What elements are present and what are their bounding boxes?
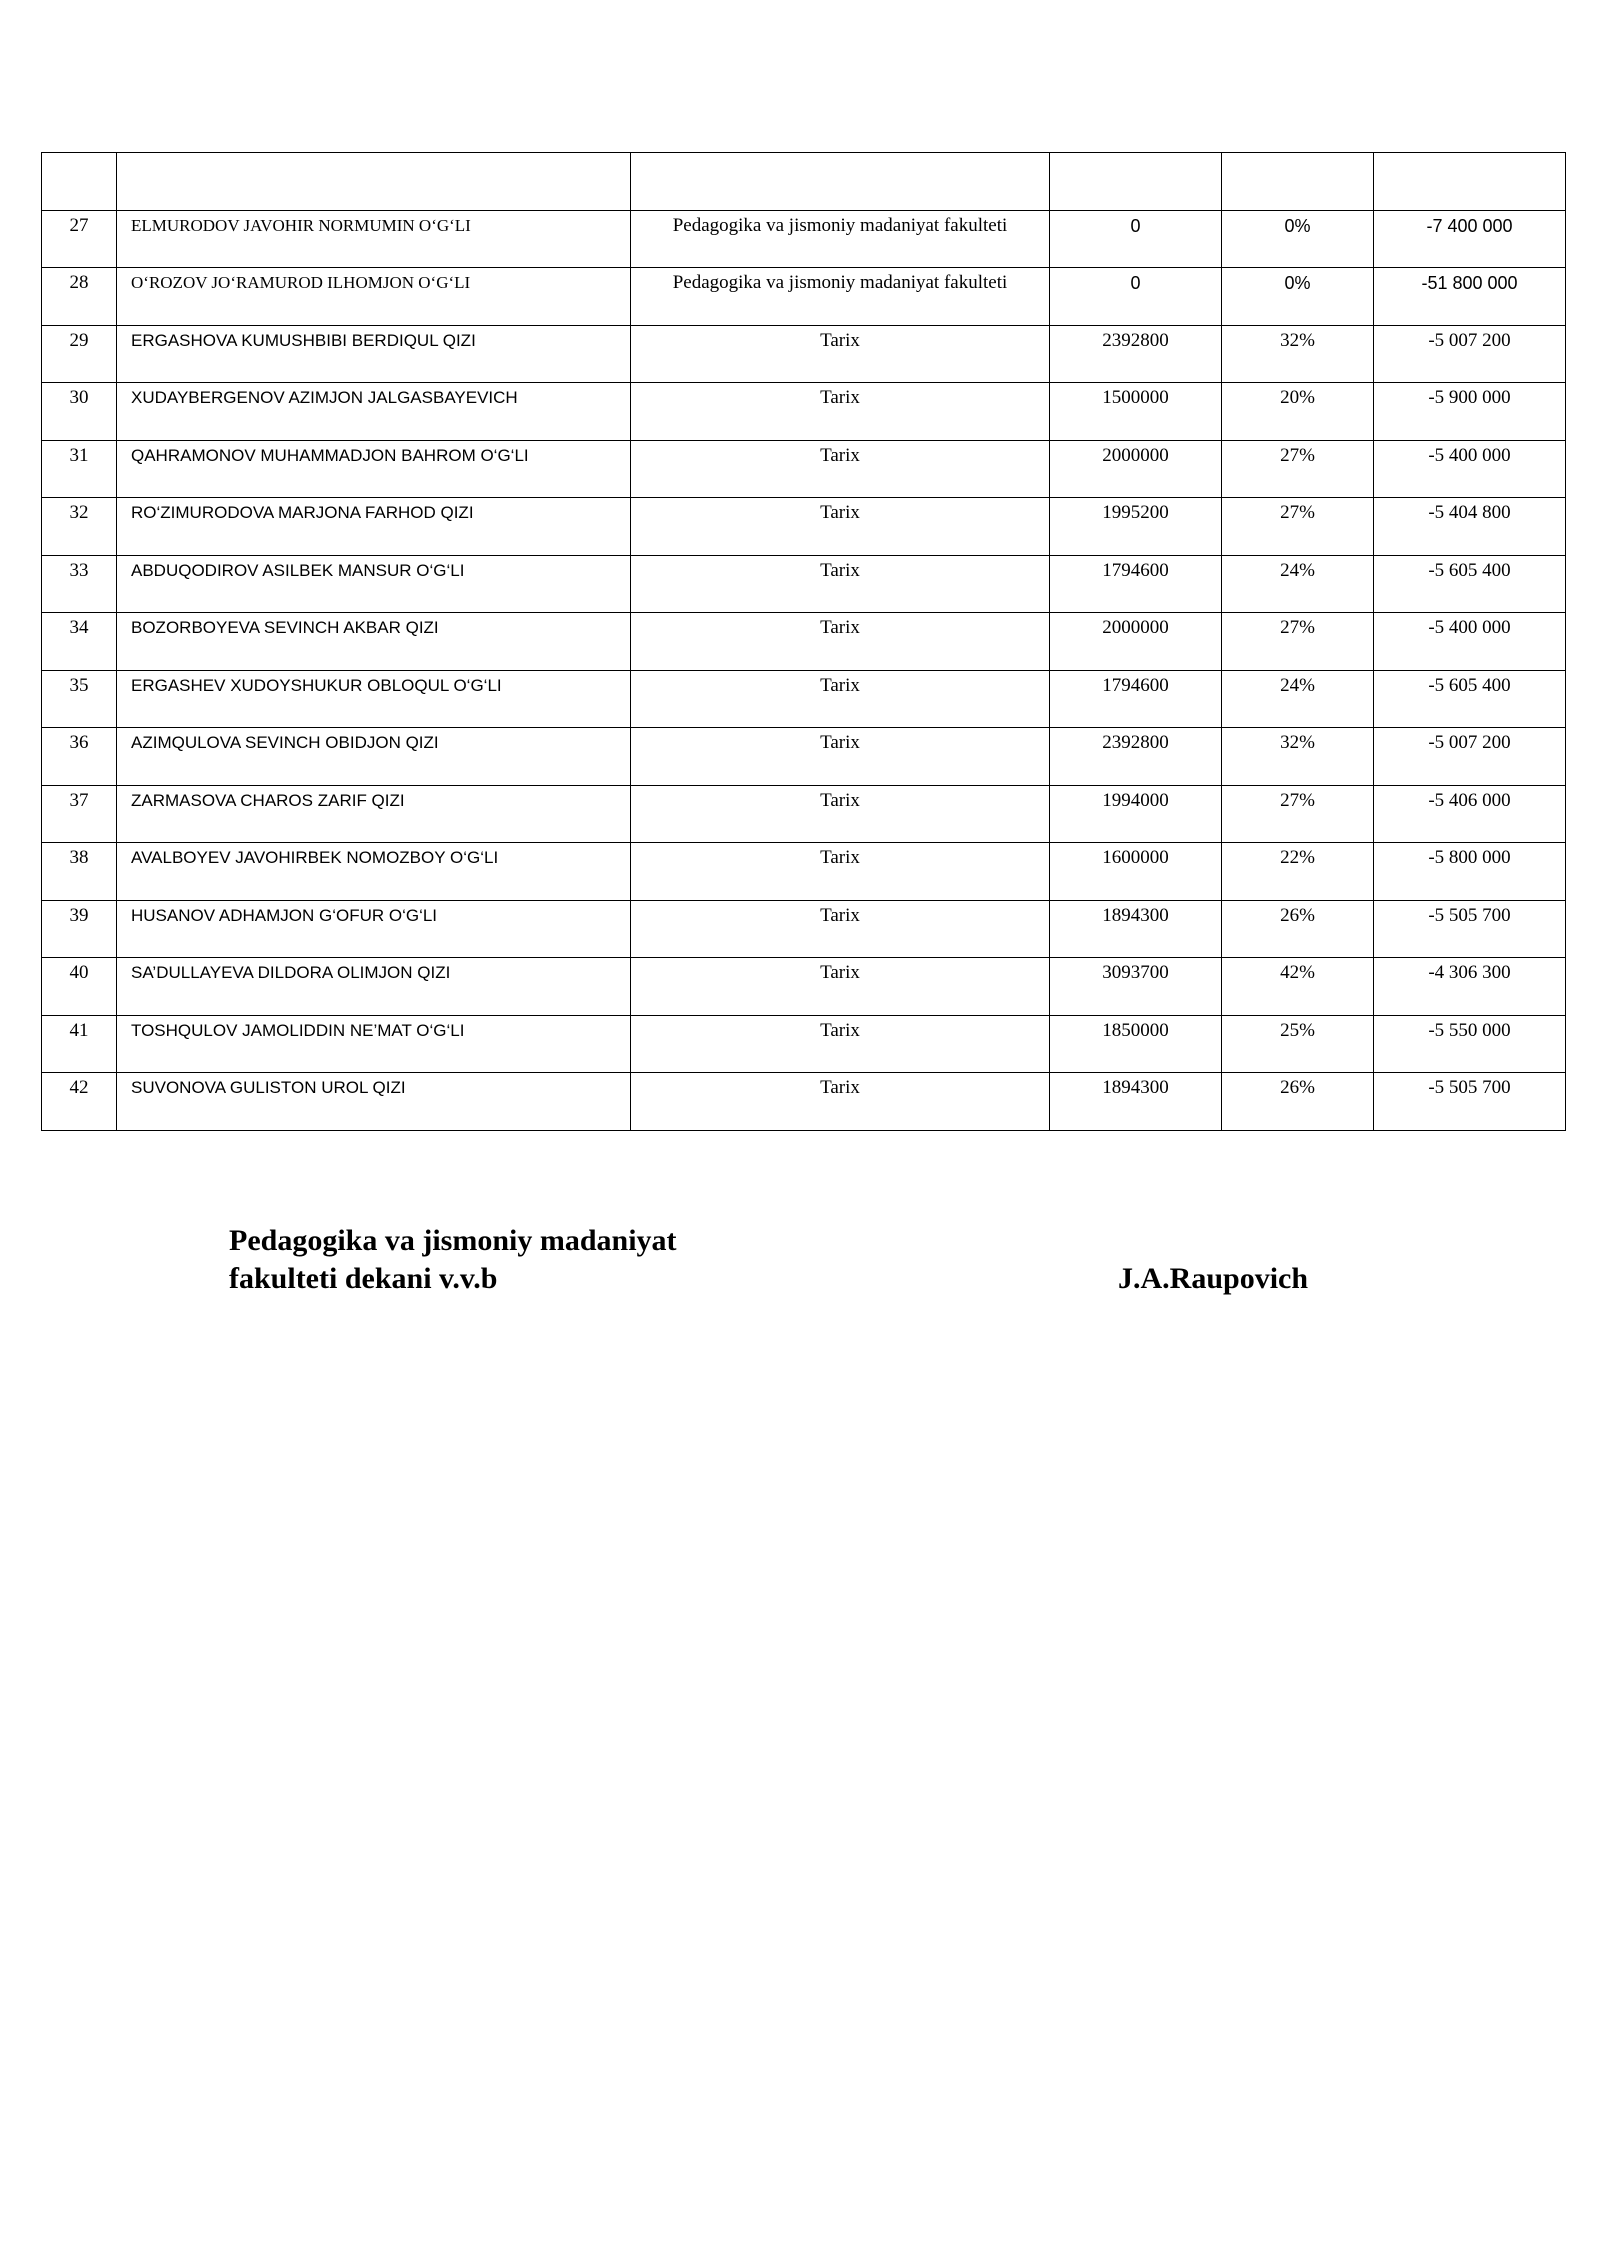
cell-num-text: 29	[69, 329, 89, 351]
cell-name	[117, 325, 631, 383]
cell-num-text: 35	[69, 674, 89, 696]
cell-num-text: 34	[69, 617, 89, 638]
cell-amount	[1050, 268, 1222, 326]
cell-amount	[1050, 728, 1222, 786]
cell-faculty	[631, 1015, 1050, 1073]
cell-diff	[1374, 268, 1566, 326]
cell-num	[42, 268, 117, 326]
cell-faculty-text: Tarix	[820, 904, 860, 926]
cell-diff-text: -51 800 000	[1421, 273, 1518, 293]
cell-percent-text: 0%	[1284, 273, 1311, 293]
cell-percent	[1222, 555, 1374, 613]
table-row	[42, 613, 1566, 671]
cell-faculty-text: Tarix	[820, 559, 860, 581]
cell-amount	[1050, 555, 1222, 613]
cell-faculty	[631, 210, 1050, 268]
cell-faculty	[631, 498, 1050, 556]
table-row	[42, 785, 1566, 843]
cell-diff	[1374, 153, 1566, 211]
cell-faculty-text: Tarix	[820, 1077, 860, 1098]
cell-amount-text: 1994000	[1102, 789, 1169, 811]
cell-name-text: HUSANOV ADHAMJON G‘OFUR O‘G‘LI	[131, 905, 438, 925]
cell-percent	[1222, 325, 1374, 383]
cell-name-text: ABDUQODIROV ASILBEK MANSUR O‘G‘LI	[131, 560, 465, 580]
cell-faculty-text: Tarix	[820, 1019, 860, 1041]
cell-percent-text: 24%	[1280, 674, 1315, 696]
cell-name-text: ZARMASOVA CHAROS ZARIF QIZI	[131, 790, 405, 810]
cell-num-text: 27	[69, 214, 89, 236]
cell-diff-text: -5 505 700	[1428, 1077, 1511, 1098]
cell-amount-text: 1894300	[1102, 1077, 1169, 1098]
cell-percent-text: 24%	[1280, 559, 1315, 581]
table-row	[42, 843, 1566, 901]
cell-faculty-text: Tarix	[820, 502, 860, 523]
cell-percent	[1222, 785, 1374, 843]
cell-diff-text: -5 800 000	[1428, 847, 1511, 868]
cell-num-text: 33	[69, 559, 89, 581]
cell-num	[42, 153, 117, 211]
cell-faculty	[631, 958, 1050, 1016]
cell-amount	[1050, 670, 1222, 728]
cell-percent	[1222, 1015, 1374, 1073]
cell-amount	[1050, 958, 1222, 1016]
cell-percent-text: 27%	[1280, 789, 1315, 811]
table-row	[42, 728, 1566, 786]
cell-amount	[1050, 383, 1222, 441]
cell-num	[42, 613, 117, 671]
cell-faculty	[631, 613, 1050, 671]
cell-percent	[1222, 1073, 1374, 1131]
cell-percent-text: 22%	[1280, 847, 1315, 868]
cell-num-text: 38	[69, 847, 89, 868]
cell-faculty-text: Pedagogika va jismoniy madaniyat fakulteti	[672, 272, 1008, 293]
cell-num-text: 31	[69, 444, 89, 466]
cell-faculty-text: Tarix	[820, 444, 860, 466]
cell-faculty	[631, 153, 1050, 211]
cell-amount-text: 1500000	[1102, 387, 1169, 408]
cell-name	[117, 613, 631, 671]
cell-num-text: 37	[69, 789, 89, 811]
cell-faculty	[631, 785, 1050, 843]
cell-name	[117, 670, 631, 728]
cell-num-text: 36	[69, 732, 89, 753]
table-row	[42, 1015, 1566, 1073]
cell-num	[42, 670, 117, 728]
cell-amount-text: 2000000	[1102, 444, 1169, 466]
cell-diff	[1374, 900, 1566, 958]
cell-amount	[1050, 613, 1222, 671]
cell-diff	[1374, 1015, 1566, 1073]
cell-faculty	[631, 268, 1050, 326]
cell-num-text: 39	[69, 904, 89, 926]
cell-num	[42, 325, 117, 383]
cell-percent	[1222, 900, 1374, 958]
cell-diff	[1374, 555, 1566, 613]
cell-diff	[1374, 958, 1566, 1016]
cell-num	[42, 1015, 117, 1073]
cell-amount-text: 0	[1130, 273, 1141, 293]
cell-name-text: ERGASHEV XUDOYSHUKUR OBLOQUL O‘G‘LI	[131, 675, 502, 695]
cell-num	[42, 843, 117, 901]
cell-diff-text: -5 605 400	[1428, 559, 1511, 581]
cell-percent	[1222, 613, 1374, 671]
cell-diff	[1374, 670, 1566, 728]
cell-name-text: BOZORBOYEVA SEVINCH AKBAR QIZI	[131, 618, 439, 637]
cell-diff	[1374, 498, 1566, 556]
cell-name	[117, 1015, 631, 1073]
cell-name-text: O‘ROZOV JO‘RAMUROD ILHOMJON O‘G‘LI	[131, 273, 471, 292]
cell-amount-text: 2392800	[1102, 732, 1169, 753]
cell-num	[42, 440, 117, 498]
cell-diff-text: -7 400 000	[1426, 215, 1513, 236]
cell-num	[42, 555, 117, 613]
cell-faculty-text: Pedagogika va jismoniy madaniyat fakulteti	[672, 214, 1008, 236]
cell-name	[117, 1073, 631, 1131]
cell-amount-text: 2000000	[1102, 617, 1169, 638]
cell-diff-text: -5 404 800	[1428, 502, 1511, 523]
cell-percent	[1222, 210, 1374, 268]
cell-name-text: SA’DULLAYEVA DILDORA OLIMJON QIZI	[131, 963, 451, 982]
cell-num	[42, 383, 117, 441]
cell-percent	[1222, 440, 1374, 498]
cell-amount	[1050, 210, 1222, 268]
cell-faculty-text: Tarix	[820, 387, 860, 408]
cell-name-text: AZIMQULOVA SEVINCH OBIDJON QIZI	[131, 733, 439, 752]
cell-diff-text: -5 007 200	[1428, 329, 1511, 351]
student-payment-table	[41, 152, 1566, 1131]
cell-percent	[1222, 843, 1374, 901]
table-row	[42, 383, 1566, 441]
cell-diff	[1374, 785, 1566, 843]
cell-name-text: SUVONOVA GULISTON UROL QIZI	[131, 1078, 406, 1097]
cell-amount-text: 1794600	[1102, 559, 1169, 581]
cell-percent	[1222, 958, 1374, 1016]
cell-percent-text: 32%	[1280, 732, 1315, 753]
cell-name	[117, 498, 631, 556]
cell-faculty-text: Tarix	[820, 617, 860, 638]
cell-num	[42, 210, 117, 268]
cell-percent	[1222, 268, 1374, 326]
cell-num	[42, 1073, 117, 1131]
cell-diff	[1374, 440, 1566, 498]
cell-name	[117, 383, 631, 441]
cell-percent-text: 27%	[1280, 444, 1315, 466]
signature-name: J.A.Raupovich	[1118, 1262, 1309, 1295]
cell-faculty-text: Tarix	[820, 329, 860, 351]
table-row	[42, 325, 1566, 383]
cell-faculty	[631, 670, 1050, 728]
cell-name	[117, 900, 631, 958]
cell-diff-text: -5 900 000	[1428, 387, 1511, 408]
cell-name	[117, 153, 631, 211]
cell-faculty	[631, 440, 1050, 498]
cell-faculty	[631, 383, 1050, 441]
cell-name-text: ERGASHOVA KUMUSHBIBI BERDIQUL QIZI	[131, 330, 476, 350]
cell-num	[42, 728, 117, 786]
table-row	[42, 498, 1566, 556]
cell-amount	[1050, 1015, 1222, 1073]
cell-name	[117, 210, 631, 268]
cell-percent-text: 32%	[1280, 329, 1315, 351]
cell-num-text: 32	[69, 502, 89, 523]
cell-name	[117, 555, 631, 613]
cell-percent-text: 0%	[1284, 215, 1311, 236]
cell-percent-text: 26%	[1280, 1077, 1315, 1098]
table-row	[42, 268, 1566, 326]
cell-num-text: 41	[69, 1019, 89, 1041]
cell-name	[117, 268, 631, 326]
cell-diff-text: -4 306 300	[1428, 962, 1511, 983]
cell-num-text: 28	[69, 272, 89, 293]
cell-diff-text: -5 406 000	[1428, 789, 1511, 811]
cell-num	[42, 958, 117, 1016]
table-row	[42, 440, 1566, 498]
cell-diff-text: -5 400 000	[1428, 617, 1511, 638]
cell-diff	[1374, 325, 1566, 383]
cell-faculty	[631, 325, 1050, 383]
cell-amount-text: 0	[1130, 215, 1141, 236]
table-row	[42, 1073, 1566, 1131]
table-row	[42, 958, 1566, 1016]
cell-diff	[1374, 843, 1566, 901]
cell-amount	[1050, 440, 1222, 498]
cell-num	[42, 498, 117, 556]
cell-name	[117, 440, 631, 498]
cell-diff-text: -5 400 000	[1428, 444, 1511, 466]
cell-percent-text: 27%	[1280, 502, 1315, 523]
table-row	[42, 900, 1566, 958]
cell-amount-text: 2392800	[1102, 329, 1169, 351]
cell-percent	[1222, 153, 1374, 211]
cell-name-text: TOSHQULOV JAMOLIDDIN NE’MAT O‘G‘LI	[131, 1020, 465, 1040]
cell-percent-text: 42%	[1280, 962, 1315, 983]
cell-num-text: 42	[69, 1077, 89, 1098]
cell-num	[42, 900, 117, 958]
cell-name	[117, 958, 631, 1016]
cell-amount	[1050, 498, 1222, 556]
cell-faculty	[631, 1073, 1050, 1131]
cell-amount	[1050, 153, 1222, 211]
cell-percent	[1222, 383, 1374, 441]
cell-amount	[1050, 843, 1222, 901]
cell-faculty-text: Tarix	[820, 789, 860, 811]
table-row-empty	[42, 153, 1566, 211]
table-row	[42, 555, 1566, 613]
cell-amount	[1050, 785, 1222, 843]
cell-amount-text: 1794600	[1102, 674, 1169, 696]
cell-faculty	[631, 728, 1050, 786]
cell-diff	[1374, 728, 1566, 786]
cell-name-text: ELMURODOV JAVOHIR NORMUMIN O‘G‘LI	[131, 215, 471, 235]
signature-title	[229, 1222, 677, 1298]
table-row	[42, 210, 1566, 268]
cell-faculty	[631, 555, 1050, 613]
cell-percent-text: 27%	[1280, 617, 1315, 638]
cell-amount	[1050, 900, 1222, 958]
cell-faculty	[631, 900, 1050, 958]
cell-diff-text: -5 007 200	[1428, 732, 1511, 753]
cell-name	[117, 728, 631, 786]
cell-percent-text: 26%	[1280, 904, 1315, 926]
cell-amount	[1050, 325, 1222, 383]
cell-diff	[1374, 210, 1566, 268]
cell-name	[117, 785, 631, 843]
cell-amount	[1050, 1073, 1222, 1131]
cell-faculty-text: Tarix	[820, 962, 860, 983]
cell-name-text: AVALBOYEV JAVOHIRBEK NOMOZBOY O‘G‘LI	[131, 848, 499, 867]
cell-num-text: 30	[69, 387, 89, 408]
cell-faculty-text: Tarix	[820, 847, 860, 868]
table-row	[42, 670, 1566, 728]
cell-amount-text: 1995200	[1102, 502, 1169, 523]
cell-num-text: 40	[69, 962, 89, 983]
cell-diff	[1374, 613, 1566, 671]
cell-name-text: XUDAYBERGENOV AZIMJON JALGASBAYEVICH	[131, 388, 518, 407]
cell-amount-text: 1894300	[1102, 904, 1169, 926]
cell-diff	[1374, 1073, 1566, 1131]
cell-diff-text: -5 550 000	[1428, 1019, 1511, 1041]
cell-percent	[1222, 728, 1374, 786]
cell-amount-text: 1600000	[1102, 847, 1169, 868]
cell-faculty-text: Tarix	[820, 674, 860, 696]
cell-amount-text: 3093700	[1102, 962, 1169, 983]
signature-title-line2: fakulteti dekani v.v.b	[229, 1262, 498, 1295]
cell-faculty-text: Tarix	[820, 732, 860, 753]
cell-name-text: QAHRAMONOV MUHAMMADJON BAHROM O‘G‘LI	[131, 445, 529, 465]
cell-name-text: RO‘ZIMURODOVA MARJONA FARHOD QIZI	[131, 503, 474, 522]
cell-diff-text: -5 505 700	[1428, 904, 1511, 926]
cell-percent-text: 20%	[1280, 387, 1315, 408]
cell-diff-text: -5 605 400	[1428, 674, 1511, 696]
cell-percent	[1222, 670, 1374, 728]
cell-faculty	[631, 843, 1050, 901]
cell-amount-text: 1850000	[1102, 1019, 1169, 1041]
cell-num	[42, 785, 117, 843]
cell-diff	[1374, 383, 1566, 441]
cell-name	[117, 843, 631, 901]
signature-title-line1: Pedagogika va jismoniy madaniyat	[229, 1224, 677, 1257]
cell-percent	[1222, 498, 1374, 556]
cell-percent-text: 25%	[1280, 1019, 1315, 1041]
